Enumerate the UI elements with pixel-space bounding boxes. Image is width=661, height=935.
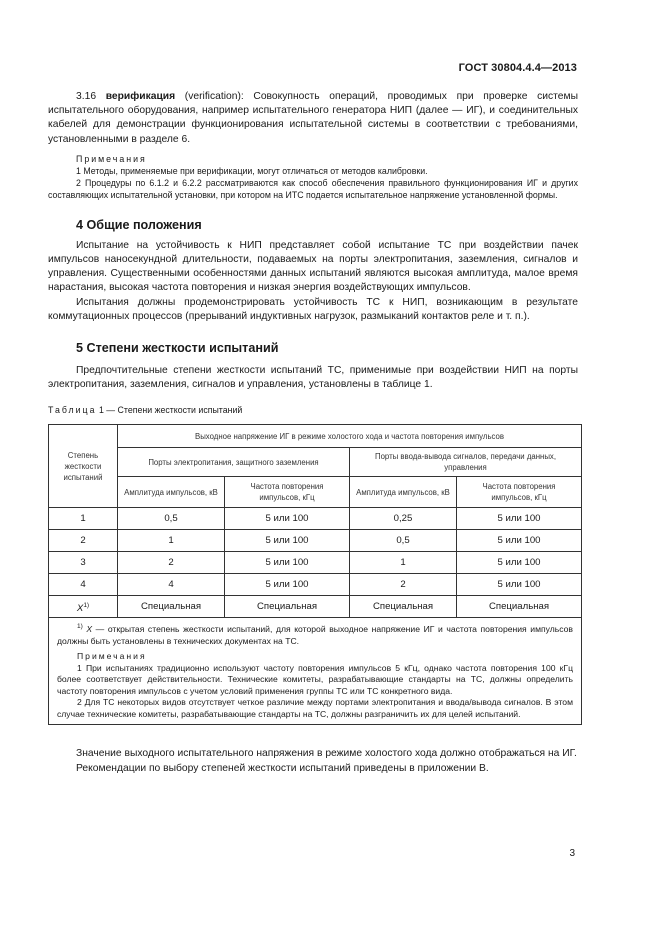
definition-term: верификация (105, 91, 176, 102)
header-frequency-1: Частота повторения импульсов, кГц (225, 477, 350, 508)
cell-amplitude-signal: 2 (349, 574, 456, 596)
section-5-heading: 5 Степени жесткости испытаний (76, 341, 279, 356)
table-note-2: 2 Для ТС некоторых видов отсутствует четкое различие между портами электропитания и ввода/вывода сигналов. В этом случае технические комитеты, разрабатывающие стандарты на ТС, должны разграничить их для целей испытаний. (57, 697, 573, 719)
cell-level-special (49, 596, 118, 618)
table-footer (49, 618, 582, 725)
cell-frequency-signal: 5 или 100 (457, 530, 582, 552)
header-signal-ports: Порты ввода-вывода сигналов, передачи данных, управления (349, 448, 581, 477)
table-row (49, 574, 582, 596)
cell-frequency-power: 5 или 100 (225, 508, 350, 530)
table-row (49, 552, 582, 574)
cell-frequency-power: 5 или 100 (225, 574, 350, 596)
cell-level: 2 (49, 530, 118, 552)
page-number: 3 (569, 848, 575, 859)
cell-special: Специальная (349, 596, 456, 618)
closing-paragraph-1: Значение выходного испытательного напряжения в режиме холостого хода должно отображаться на ИГ. (76, 748, 577, 760)
cell-level: 1 (49, 508, 118, 530)
table-notes-title: Примечания (77, 651, 147, 662)
cell-special: Специальная (118, 596, 225, 618)
cell-frequency-signal: 5 или 100 (457, 508, 582, 530)
header-level: Степень жесткости испытаний (49, 425, 118, 508)
table-footnote (57, 621, 573, 647)
special-level-x: X (76, 603, 84, 615)
cell-amplitude-signal: 0,25 (349, 508, 456, 530)
definition-notes-title: Примечания (76, 153, 147, 164)
definition-number: 3.16 (76, 91, 97, 102)
header-frequency-2: Частота повторения импульсов, кГц (457, 477, 582, 508)
cell-amplitude-signal: 1 (349, 552, 456, 574)
header-amplitude-1: Амплитуда импульсов, кВ (118, 477, 225, 508)
cell-frequency-signal: 5 или 100 (457, 552, 582, 574)
cell-amplitude-signal: 0,5 (349, 530, 456, 552)
table-caption (48, 404, 578, 416)
cell-frequency-power: 5 или 100 (225, 530, 350, 552)
table-caption-label: Таблица (48, 405, 97, 416)
definition-note-1: 1 Методы, применяемые при верификации, могут отличаться от методов калибровки. (76, 165, 428, 176)
cell-special: Специальная (225, 596, 350, 618)
closing-paragraphs (48, 747, 578, 775)
section-5-paragraph-1: Предпочтительные степени жесткости испытаний ТС, применимые при воздействии НИП на порты электропитания, заземления, сигналов и управления, установлены в таблице 1. (48, 365, 578, 391)
definition-paragraph (48, 90, 578, 147)
special-level-footnote-mark: 1) (83, 601, 90, 609)
cell-amplitude-power: 0,5 (118, 508, 225, 530)
table-row (49, 508, 582, 530)
document-header: ГОСТ 30804.4.4—2013 (458, 62, 577, 74)
footnote-x: X (86, 624, 93, 635)
header-amplitude-2: Амплитуда импульсов, кВ (349, 477, 456, 508)
cell-amplitude-power: 1 (118, 530, 225, 552)
table-note-1: 1 При испытаниях традиционно используют частоту повторения импульсов 5 кГц, однако частота повторения 100 кГц более соответствует действительности. Технические комитеты, разрабатывающие стандарты на ТС, должны определить частоту повторения импульсов с учетом условий применения группы ТС или ТС конкретного вида. (57, 662, 573, 696)
cell-special: Специальная (457, 596, 582, 618)
footnote-text: — открытая степень жесткости испытаний, для которой выходное напряжение ИГ и частота повторения импульсов должны быть установлены в технических документах на ТС. (57, 624, 573, 646)
severity-table (48, 424, 582, 725)
table-row (49, 530, 582, 552)
page-content (48, 90, 578, 776)
section-4-heading: 4 Общие положения (76, 217, 202, 232)
header-output-voltage: Выходное напряжение ИГ в режиме холостого хода и частота повторения импульсов (118, 425, 582, 448)
section-4-paragraph-1: Испытание на устойчивость к НИП представляет собой испытание ТС при воздействии пачек импульсов наносекундной длительности, подаваемых на порты электропитания, заземления, сигналов и управления. Существенными особенностями данных испытаний являются высокая амплитуда, малое время нарастания, высокая частота повторения и низкая энергия воздействующих импульсов. (48, 239, 578, 294)
cell-frequency-power: 5 или 100 (225, 552, 350, 574)
table-row-special (49, 596, 582, 618)
cell-frequency-signal: 5 или 100 (457, 574, 582, 596)
definition-note-2: 2 Процедуры по 6.1.2 и 6.2.2 рассматриваются как способ обеспечения правильного функционирования ИГ и других составляющих испытательной установки, при котором на ИТС подается испытательное напряжение установленной формы. (48, 177, 578, 200)
cell-level: 3 (49, 552, 118, 574)
cell-level: 4 (49, 574, 118, 596)
definition-text: (verification): Совокупность операций, проводимых при проверке системы испытательного оборудования, например испытательного генератора НИП (далее — ИГ), и соединительных кабелей для демонстрации функционирования испытательной системы в соответствии с требованиями, установленными в разделе 6. (48, 91, 578, 145)
header-power-ports: Порты электропитания, защитного заземления (118, 448, 350, 477)
closing-paragraph-2: Рекомендации по выбору степеней жесткости испытаний приведены в приложении В. (76, 762, 489, 774)
cell-amplitude-power: 4 (118, 574, 225, 596)
section-4-paragraph-2: Испытания должны продемонстрировать устойчивость ТС к НИП, возникающим в результате коммутационных процессов (прерываний индуктивных нагрузок, размыканий контактов реле и т. п.). (48, 296, 578, 322)
table-caption-text: 1 — Степени жесткости испытаний (98, 405, 243, 416)
cell-amplitude-power: 2 (118, 552, 225, 574)
footnote-mark: 1) (77, 623, 83, 631)
